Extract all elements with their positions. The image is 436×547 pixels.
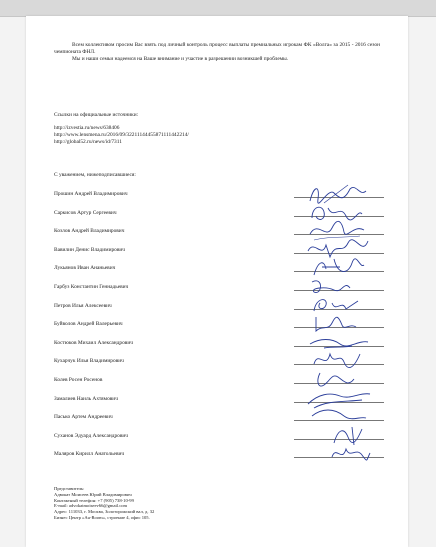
sources-title: Ссылки на официальные источники: <box>54 112 139 118</box>
signer-name: Пасько Артем Андреевич <box>54 414 113 421</box>
source-link[interactable]: http://izvestia.ru/news/638406 <box>54 125 120 131</box>
document-page <box>26 16 408 547</box>
regards-line: С уважением, нижеподписавшиеся: <box>54 172 136 178</box>
signer-name: Саркисов Артур Сергеевич <box>54 209 117 216</box>
signer-name: Костюков Михаил Александрович <box>54 339 133 346</box>
representative-block <box>54 486 154 521</box>
intro-text <box>54 42 380 63</box>
intro-paragraph-2: Мы и наши семьи надеемся на Ваше внимание и участие в разрешении возникшей проблемы. <box>72 56 289 62</box>
signer-name: Колев Росен Росенов <box>54 376 103 383</box>
intro-paragraph-1: Всем коллективом просим Вас взять под личный контроль процесс выплаты премиальных игрокам ФК «Волга» за 2015 - 2016 сезон чемпионата ФНЛ. <box>54 42 380 55</box>
signer-name: Кухарчук Илья Владимирович <box>54 358 124 365</box>
signature-image <box>304 441 374 467</box>
signer-name: Маляров Кирилл Анатольевич <box>54 451 125 458</box>
sources-links <box>54 125 374 146</box>
signer-name: Лукьянов Иван Ананьевич <box>54 265 116 272</box>
footer-line: Представитель: <box>54 486 85 491</box>
source-link[interactable]: http://global52.ru/news/id/7311 <box>54 139 122 145</box>
signer-name: Козлов Андрей Владимирович <box>54 228 125 235</box>
footer-line: Контактный телефон: +7 (905) 738-10-99 <box>54 497 134 503</box>
source-link[interactable]: http://www.lensmena.ru/2016/09/32211144455871111442214/ <box>54 132 189 138</box>
viewer-toolbar <box>0 0 436 17</box>
signer-name: Гарбуз Константин Геннадьевич <box>54 283 129 290</box>
signer-name: Замалиев Наиль Ахтямович <box>54 395 118 402</box>
footer-line: Адвокат Моисеев Юрий Владимирович <box>54 491 132 497</box>
signer-name: Буйволов Андрей Валерьевич <box>54 321 123 328</box>
signer-row <box>54 450 384 469</box>
signer-name: Суханов Эдуард Александрович <box>54 432 129 439</box>
footer-line: Адрес: 111033, г. Москва, Золоторожский вал, д. 32 <box>54 509 155 515</box>
signer-name: Петров Илья Алексеевич <box>54 302 112 309</box>
footer-email: E-mail: advokatmoiseev66@gmail.com <box>54 503 128 509</box>
signers-list <box>54 190 384 469</box>
signer-name: Прошин Андрей Владимирович <box>54 191 128 197</box>
signer-name: Вавилин Денис Владимирович <box>54 246 126 253</box>
footer-line: Бизнес Центр «Au-Room», строение 4, офис 105. <box>54 514 150 520</box>
